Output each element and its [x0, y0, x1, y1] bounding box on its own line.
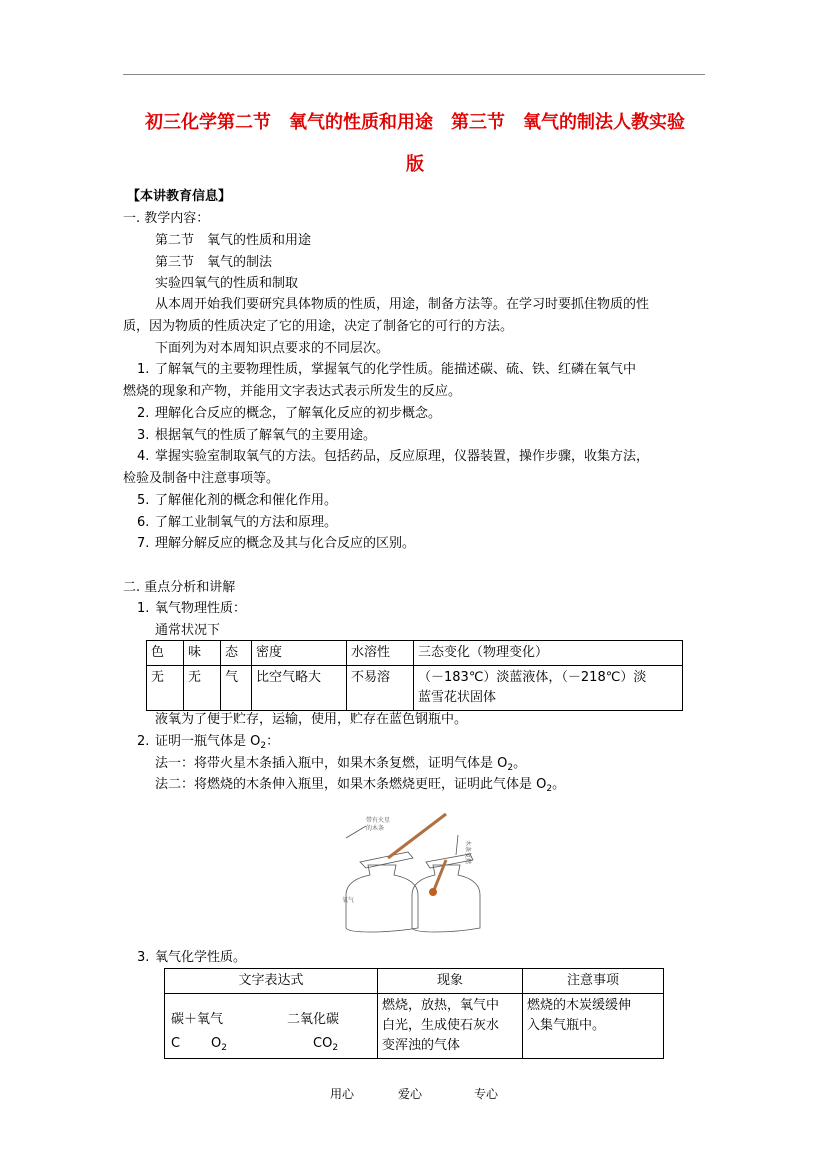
table-cell [414, 666, 683, 711]
table-cell: 气 [221, 666, 252, 711]
method-two: 法二：将燃烧的木条伸入瓶里，如果木条燃烧更旺，证明此气体是 $O_2$。 [155, 777, 566, 794]
table-cell: 比空气略大 [252, 666, 347, 711]
table-cell: 态 [221, 641, 252, 666]
figure-label: 的木条 [366, 825, 385, 832]
s1-item: 第二节 氧气的性质和用途 [155, 233, 312, 248]
glowing-tip-icon [429, 888, 437, 896]
s1-heading: 一. 教学内容： [123, 211, 210, 226]
doc-title-line2: 版 [406, 154, 424, 175]
s2-2-title: 证明一瓶气体是 $O_2$： [155, 734, 280, 751]
s1-item: 第三节 氧气的制法 [155, 255, 273, 270]
s1-item: 实验四氧气的性质和制取 [155, 276, 299, 291]
table-header-row [147, 641, 683, 666]
table-cell: 现象 [378, 969, 523, 994]
expression-cell: 碳＋氧气 二氧化碳 C $O_2$ $CO_2$ [165, 994, 378, 1059]
paragraph-line: 从本周开始我们要研究具体物质的性质，用途，制备方法等。在学习时要抓住物质的性 [155, 297, 650, 312]
figure-label: 带有火星 [366, 817, 391, 824]
table-cell: 无 [184, 666, 221, 711]
list-item: 根据氧气的性质了解氧气的主要用途。 [155, 428, 377, 443]
footer-text: 专心 [474, 1087, 499, 1101]
footer-text: 爱心 [398, 1087, 423, 1101]
table-row [147, 666, 683, 711]
list-item-cont: 燃烧的现象和产物，并能用文字表达式表示所发生的反应。 [123, 384, 462, 399]
s2-1-sub: 通常状况下 [155, 623, 221, 638]
s2-3-title: 氧气化学性质。 [155, 950, 247, 965]
list-number: 5. [137, 493, 150, 508]
list-item: 了解氧气的主要物理性质，掌握氧气的化学性质。能描述碳、硫、铁、红磷在氧气中 [155, 362, 637, 377]
table-cell: 文字表达式 [165, 969, 378, 994]
table-header-row [165, 969, 664, 994]
list-item: 了解催化剂的概念和催化作用。 [155, 493, 338, 508]
list-number: 2. [137, 406, 150, 421]
s2-1-title: 氧气物理性质： [155, 601, 247, 616]
table-cell: 色 [147, 641, 184, 666]
list-item-cont: 检验及制备中注意事项等。 [123, 471, 280, 486]
cell-line: （－183℃）淡蓝液体，（－218℃）淡 [418, 670, 647, 685]
physical-properties-table [146, 640, 683, 711]
list-item: 理解分解反应的概念及其与化合反应的区别。 [155, 536, 416, 551]
s2-heading: 二. 重点分析和讲解 [123, 580, 236, 595]
table-cell: 水溶性 [347, 641, 414, 666]
table-cell: 味 [184, 641, 221, 666]
table-row [165, 994, 664, 1059]
list-item: 掌握实验室制取氧气的方法。包括药品，反应原理，仪器装置，操作步骤，收集方法， [155, 449, 650, 464]
table-cell: 注意事项 [523, 969, 664, 994]
splint-icon [388, 814, 446, 858]
list-number: 4. [137, 449, 150, 464]
paragraph-line: 质，因为物质的性质决定了它的用途，决定了制备它的可行的方法。 [123, 319, 514, 334]
list-item: 了解工业制氧气的方法和原理。 [155, 515, 338, 530]
table-cell: 不易溶 [347, 666, 414, 711]
figure-label: 氧气 [342, 897, 355, 904]
splint-icon [434, 860, 446, 890]
section-header: 【本讲教育信息】 [127, 189, 232, 204]
table-cell: 无 [147, 666, 184, 711]
list-number: 2. [137, 734, 150, 749]
header-rule [123, 74, 705, 75]
table-cell: 密度 [252, 641, 347, 666]
chemical-properties-table [164, 968, 664, 1059]
gas-bottle-icon [412, 865, 480, 932]
list-number: 3. [137, 428, 150, 443]
list-number: 1. [137, 601, 150, 616]
paragraph-line: 下面列为对本周知识点要求的不同层次。 [155, 341, 390, 356]
liquid-oxygen-note: 液氧为了便于贮存，运输，使用，贮存在蓝色钢瓶中。 [155, 712, 468, 727]
gas-bottle-icon [346, 865, 418, 932]
notes-cell: 燃烧的木炭缓缓伸 入集气瓶中。 [523, 994, 664, 1059]
list-number: 6. [137, 515, 150, 530]
list-number: 7. [137, 536, 150, 551]
method-one: 法一：将带火星木条插入瓶中，如果木条复燃，证明气体是 $O_2$。 [155, 756, 527, 773]
cell-line: 蓝雪花状固体 [418, 690, 497, 705]
oxygen-test-figure [338, 810, 488, 935]
table-cell: 三态变化（物理变化） [414, 641, 683, 666]
list-number: 3. [137, 950, 150, 965]
list-number: 1. [137, 362, 150, 377]
phenomenon-cell: 燃烧，放热，氧气中 白光，生成使石灰水 变浑浊的气体 [378, 994, 523, 1059]
doc-title-line1: 初三化学第二节 氧气的性质和用途 第三节 氧气的制法人教实验 [145, 112, 685, 133]
list-item: 理解化合反应的概念，了解氧化反应的初步概念。 [155, 406, 442, 421]
footer-text: 用心 [330, 1087, 355, 1101]
figure-label: 木条复燃 [464, 840, 471, 865]
